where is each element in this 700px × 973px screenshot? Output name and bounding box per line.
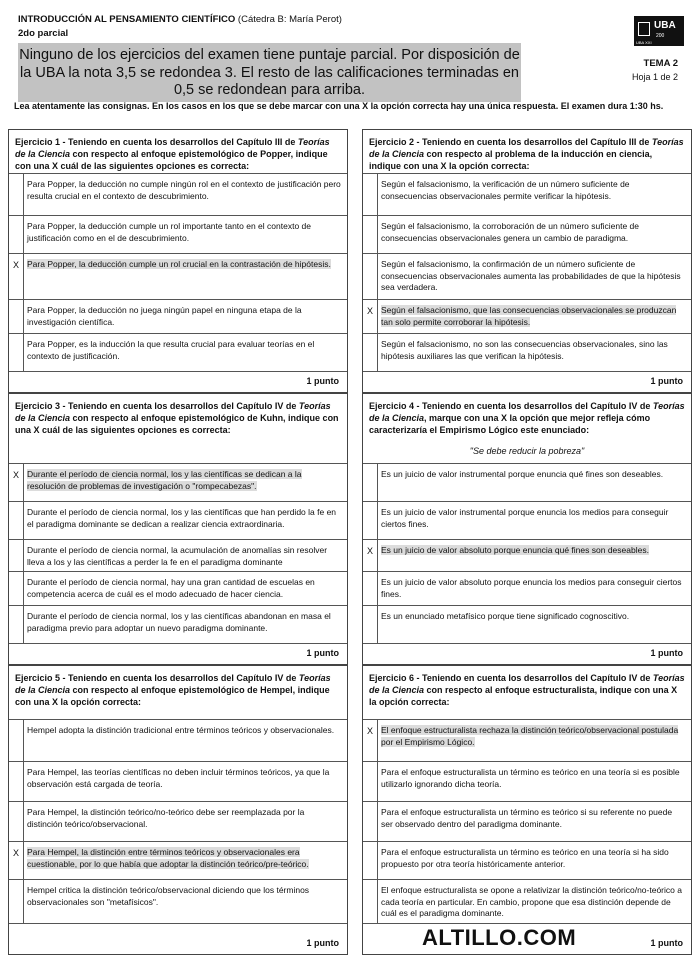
exercise-heading: Ejercicio 2 - Teniendo en cuenta los desarrollos del Capítulo III de Teorías de la Ciencia con respecto al problema de la inducción en ciencia, indique con una X la opción correcta: — [369, 137, 684, 171]
logo-small-text: UBA XXI — [636, 40, 652, 45]
tema-label: TEMA 2 — [643, 58, 678, 69]
answer-mark-box[interactable] — [363, 334, 378, 371]
exercise-heading: Ejercicio 1 - Teniendo en cuenta los desarrollos del Capítulo III de Teorías de la Ciencia con respecto al enfoque epistemológico de Popper, indique con una X cuál de las siguientes opciones es correcta: — [15, 137, 330, 171]
answer-mark-box[interactable] — [363, 174, 378, 215]
option-text: El enfoque estructuralista rechaza la distinción teórico/observacional postulada por el Empirismo Lógico. — [381, 725, 679, 747]
option-row[interactable] — [9, 464, 347, 502]
points-label: 1 punto — [306, 938, 339, 948]
book-title: Teorías de la Ciencia — [369, 137, 684, 159]
points-label: 1 punto — [650, 648, 683, 658]
answer-mark-box[interactable] — [363, 762, 378, 801]
option-row[interactable] — [9, 254, 347, 300]
option-text: Para el enfoque estructuralista un término es teórico si su referente no puede ser observado dentro del paradigma dominante. — [381, 807, 673, 829]
option-row[interactable] — [363, 540, 691, 572]
answer-mark-box[interactable] — [9, 762, 24, 801]
uba-logo — [634, 16, 684, 46]
option-row[interactable] — [9, 174, 347, 216]
exercise-3 — [8, 393, 348, 665]
option-row[interactable] — [363, 502, 691, 540]
option-text: Para Hempel, la distinción teórico/no-teórico debe ser reemplazada por la distinción teórico/observacional. — [27, 807, 305, 829]
option-text: Es un juicio de valor absoluto porque enuncia los medios para conseguir ciertos fines. — [381, 577, 682, 599]
points-label: 1 punto — [306, 376, 339, 386]
exam-title: INTRODUCCIÓN AL PENSAMIENTO CIENTÍFICO (Cátedra B: María Perot) — [18, 14, 342, 25]
answer-mark-box[interactable] — [363, 464, 378, 501]
options-list — [9, 173, 347, 372]
option-row[interactable] — [9, 762, 347, 802]
answer-mark-box[interactable]: X — [9, 464, 24, 501]
answer-mark-box[interactable] — [363, 606, 378, 643]
option-text: Hempel adopta la distinción tradicional entre términos teóricos y observacionales. — [27, 725, 335, 735]
answer-mark-box[interactable]: X — [363, 720, 378, 761]
option-text: Es un juicio de valor absoluto porque enuncia qué fines son deseables. — [381, 545, 649, 555]
option-row[interactable] — [9, 334, 347, 372]
exam-header — [8, 6, 692, 98]
option-text: Durante el período de ciencia normal, la acumulación de anomalías sin resolver lleva a los y las científicas a perder la fe en el paradigma dominante — [27, 545, 328, 567]
book-title: Teorías de la Ciencia — [369, 673, 685, 695]
answer-mark-box[interactable] — [363, 216, 378, 253]
exercise-4 — [362, 393, 692, 665]
answer-mark-box[interactable] — [363, 572, 378, 605]
exercise-6 — [362, 665, 692, 955]
option-row[interactable] — [9, 502, 347, 540]
option-text: Según el falsacionismo, la corroboración de un número suficiente de consecuencias observacionales genera un cambio de paradigma. — [381, 221, 639, 243]
answer-mark-box[interactable] — [363, 880, 378, 923]
option-row[interactable] — [363, 174, 691, 216]
exercise-5 — [8, 665, 348, 955]
option-row[interactable] — [9, 720, 347, 762]
option-row[interactable] — [363, 254, 691, 300]
options-list — [363, 173, 691, 372]
option-text: Durante el período de ciencia normal, los y las científicas abandonan en masa el paradigma previo para adoptar un nuevo paradigma dominante. — [27, 611, 331, 633]
options-list — [363, 463, 691, 644]
answer-mark-box[interactable]: X — [9, 254, 24, 299]
answer-mark-box[interactable] — [9, 880, 24, 923]
option-row[interactable] — [9, 216, 347, 254]
option-text: Es un juicio de valor instrumental porque enuncia qué fines son deseables. — [381, 469, 664, 479]
option-row[interactable] — [9, 572, 347, 606]
answer-mark-box[interactable] — [9, 802, 24, 841]
answer-mark-box[interactable] — [9, 720, 24, 761]
option-row[interactable] — [363, 606, 691, 644]
option-text: Para Popper, la deducción no juega ningún papel en ninguna etapa de la investigación científica. — [27, 305, 302, 327]
page-counter: Hoja 1 de 2 — [631, 72, 678, 82]
option-row[interactable] — [363, 216, 691, 254]
answer-mark-box[interactable] — [9, 334, 24, 371]
answer-mark-box[interactable] — [363, 842, 378, 879]
catedra-label: (Cátedra B: María Perot) — [237, 14, 342, 25]
option-row[interactable] — [9, 540, 347, 572]
answer-mark-box[interactable] — [9, 300, 24, 333]
logo-number: 200 — [656, 33, 665, 39]
option-row[interactable] — [363, 572, 691, 606]
option-text: Según el falsacionismo, no son las consecuencias observacionales, sino las hipótesis auxiliares las que verifican la hipótesis. — [381, 339, 668, 361]
options-list — [9, 463, 347, 644]
answer-mark-box[interactable]: X — [9, 842, 24, 879]
exercise-heading: Ejercicio 4 - Teniendo en cuenta los desarrollos del Capítulo IV de Teorías de la Ciencia, marque con una X la opción que mejor refleja cómo caracterizaría el Empirismo Lógico este enunciado: — [369, 401, 685, 435]
option-text: Para el enfoque estructuralista un término es teórico en una teoría si ha sido propuesto por otra teoría históricamente anterior. — [381, 847, 669, 869]
answer-mark-box[interactable] — [9, 606, 24, 643]
option-text: Para Popper, la deducción cumple un rol importante tanto en el contexto de justificación como en el de descubrimiento. — [27, 221, 311, 243]
option-row[interactable] — [363, 464, 691, 502]
option-text: El enfoque estructuralista se opone a relativizar la distinción teórico/no-teórico a cada teoría en particular. En cambio, propone que esa distinción depende de cuál es el paradigma dominante. — [381, 885, 682, 918]
option-row[interactable] — [363, 300, 691, 334]
answer-mark-box[interactable] — [363, 502, 378, 539]
points-label: 1 punto — [650, 938, 683, 948]
option-row[interactable] — [363, 842, 691, 880]
options-list — [9, 719, 347, 924]
logo-text: UBA — [654, 20, 676, 31]
option-text: Según el falsacionismo, la verificación de un número suficiente de consecuencias observacionales permite verificar la hipótesis. — [381, 179, 630, 201]
answer-mark-box[interactable] — [9, 572, 24, 605]
exercise-heading: Ejercicio 3 - Teniendo en cuenta los desarrollos del Capítulo IV de Teorías de la Ciencia con respecto al enfoque epistemológico de Kuhn, indique con una X cuál de las siguientes opciones es correcta: — [15, 401, 339, 435]
answer-mark-box[interactable]: X — [363, 540, 378, 571]
options-list — [363, 719, 691, 924]
points-label: 1 punto — [306, 648, 339, 658]
book-title: Teorías de la Ciencia — [15, 137, 330, 159]
answer-mark-box[interactable] — [363, 802, 378, 841]
option-text: Para Hempel, la distinción entre términos teóricos y observacionales era cuestionable, por lo que había que adoptar la distinción teórico/pre-teórico. — [27, 847, 309, 869]
option-row[interactable] — [363, 762, 691, 802]
option-text: Para Popper, es la inducción la que resulta crucial para evaluar teorías en el contexto de justificación. — [27, 339, 315, 361]
option-text: Para Hempel, las teorías científicas no deben incluir términos teóricos, ya que la observación está cargada de teoría. — [27, 767, 330, 789]
watermark: ALTILLO.COM — [422, 925, 577, 950]
instructions: Lea atentamente las consignas. En los casos en los que se debe marcar con una X la opción correcta hay una única respuesta. El examen dura 1:30 hs. — [14, 101, 664, 111]
option-text: Hempel critica la distinción teórico/observacional diciendo que los términos observacionales son "metafísicos". — [27, 885, 310, 907]
answer-mark-box[interactable] — [9, 540, 24, 571]
option-row[interactable] — [9, 606, 347, 644]
option-text: Según el falsacionismo, que las consecuencias observacionales se produzcan tan solo permite corroborar la hipótesis. — [381, 305, 677, 327]
logo-square-icon — [638, 22, 650, 36]
option-row[interactable] — [9, 300, 347, 334]
exercise-heading: Ejercicio 5 - Teniendo en cuenta los desarrollos del Capítulo IV de Teorías de la Ciencia con respecto al enfoque epistemológico de Hempel, indique con una X la opción correcta: — [15, 673, 331, 707]
option-text: Es un juicio de valor instrumental porque enuncia los medios para conseguir ciertos fines. — [381, 507, 669, 529]
option-row[interactable] — [9, 880, 347, 924]
option-text: Es un enunciado metafísico porque tiene significado cognoscitivo. — [381, 611, 630, 621]
option-text: Según el falsacionismo, la confirmación de un número suficiente de consecuencias observacionales aumenta las probabilidades de que la hipótesis sea verdadera. — [381, 259, 681, 292]
option-row[interactable] — [363, 334, 691, 372]
book-title: Teorías de la Ciencia — [369, 401, 685, 423]
answer-mark-box[interactable] — [9, 216, 24, 253]
answer-mark-box[interactable] — [9, 502, 24, 539]
option-text: Para Popper, la deducción no cumple ningún rol en el contexto de justificación pero resulta crucial en el contexto de descubrimiento. — [27, 179, 341, 201]
exercise-1 — [8, 129, 348, 393]
option-text: Para Popper, la deducción cumple un rol crucial en la contrastación de hipótesis. — [27, 259, 331, 269]
option-row[interactable] — [363, 802, 691, 842]
answer-mark-box[interactable]: X — [363, 300, 378, 333]
exercise-2 — [362, 129, 692, 393]
exercise-heading: Ejercicio 6 - Teniendo en cuenta los desarrollos del Capítulo IV de Teorías de la Ciencia con respecto al enfoque estructuralista, indique con una X la opción correcta: — [369, 673, 685, 707]
answer-mark-box[interactable] — [363, 254, 378, 299]
option-row[interactable] — [9, 842, 347, 880]
exam-subtitle: 2do parcial — [18, 28, 69, 39]
book-title: Teorías de la Ciencia — [15, 673, 331, 695]
option-text: Durante el período de ciencia normal, los y las científicas se dedican a la resolución de problemas de investigación o "rompecabezas". — [27, 469, 302, 491]
grading-notice: Ninguno de los ejercicios del examen tiene puntaje parcial. Por disposición de la UBA la nota 3,5 se redondea 3. El resto de las calificaciones terminadas en 0,5 se redondean para arriba. — [18, 43, 521, 102]
option-row[interactable] — [363, 720, 691, 762]
answer-mark-box[interactable] — [9, 174, 24, 215]
option-row[interactable] — [9, 802, 347, 842]
quoted-statement: "Se debe reducir la pobreza" — [469, 446, 585, 456]
option-row[interactable] — [363, 880, 691, 924]
option-text: Para el enfoque estructuralista un término es teórico en una teoría si es posible utilizarlo ignorando dicha teoría. — [381, 767, 680, 789]
book-title: Teorías de la Ciencia — [15, 401, 331, 423]
option-text: Durante el período de ciencia normal, hay una gran cantidad de escuelas en competencia acerca de cuál es el modo adecuado de hacer ciencia. — [27, 577, 315, 599]
points-label: 1 punto — [650, 376, 683, 386]
option-text: Durante el período de ciencia normal, los y las científicas que han perdido la fe en el paradigma dominante se dedican a realizar ciencia extraordinaria. — [27, 507, 337, 529]
